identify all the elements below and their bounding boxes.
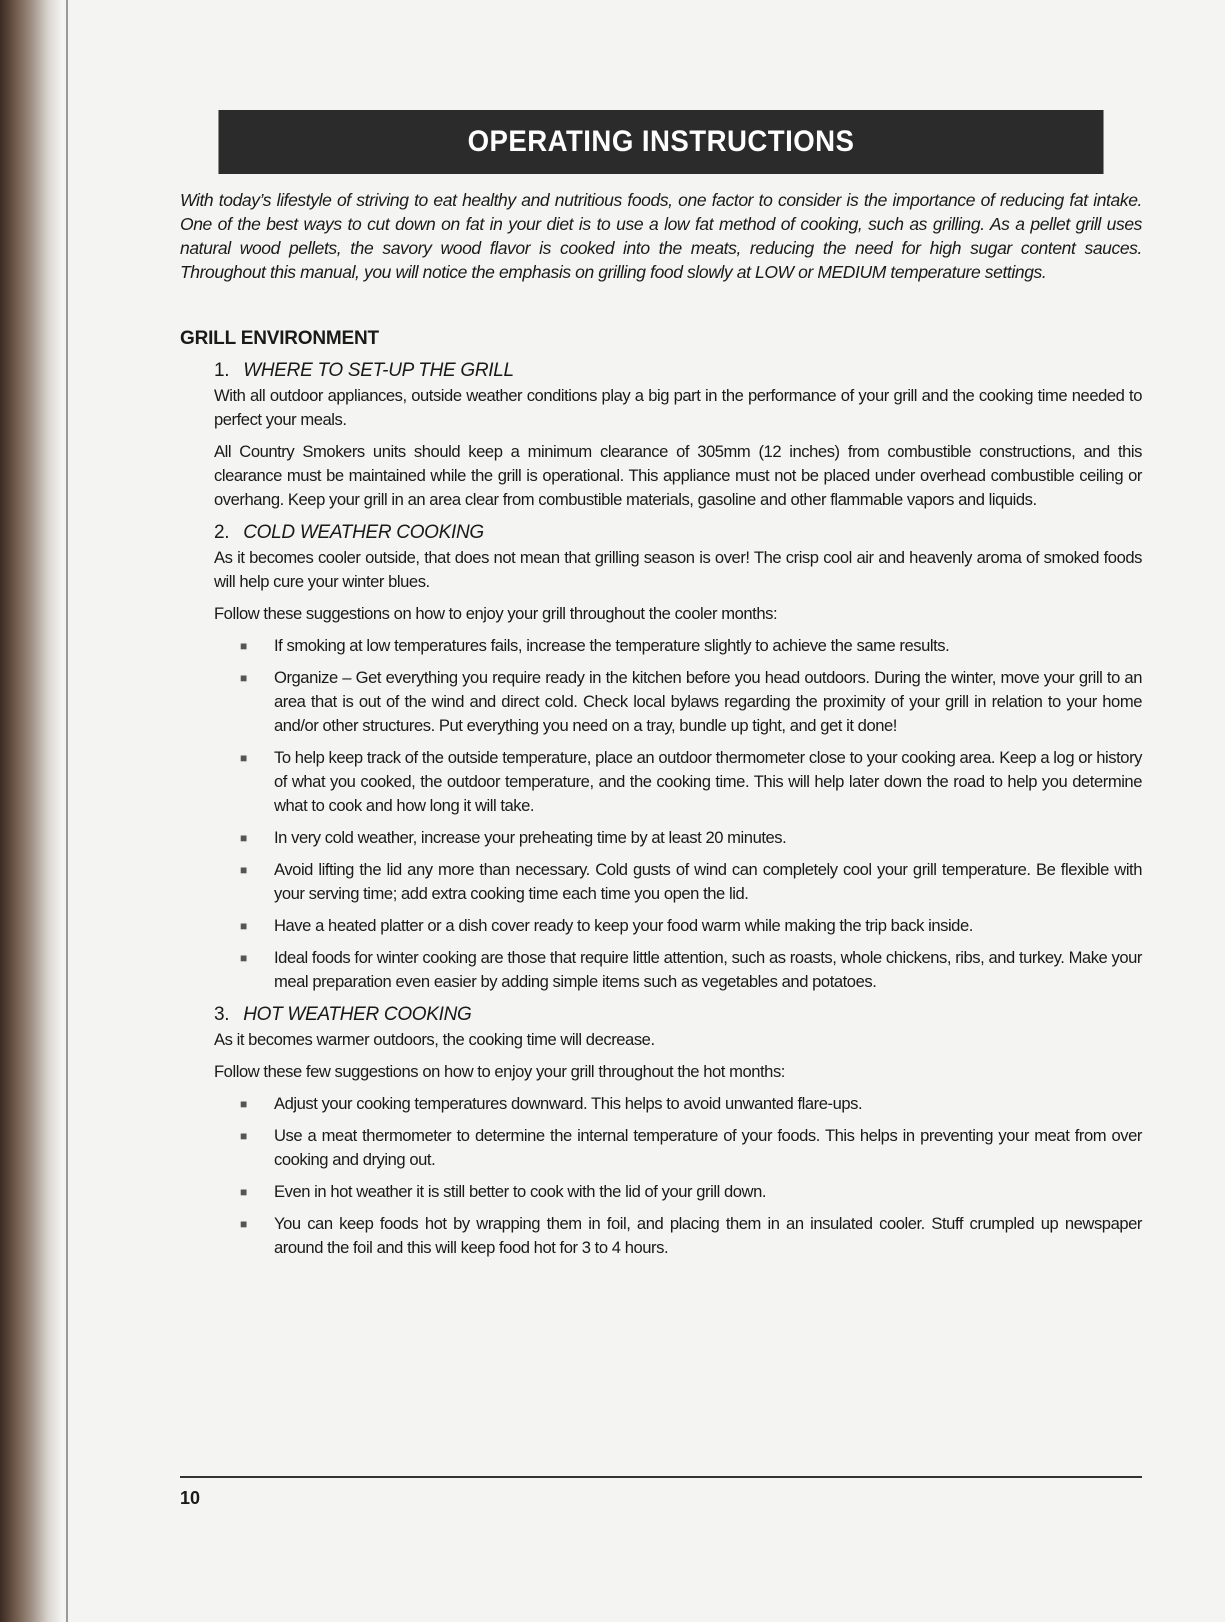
subsection-hot-weather xyxy=(214,1004,1142,1260)
subsection-heading xyxy=(214,1004,1142,1026)
page-number: 10 xyxy=(180,1488,201,1508)
bullet-icon: ■ xyxy=(240,671,247,685)
bullet-icon: ■ xyxy=(240,951,247,965)
bullet-icon: ■ xyxy=(240,919,247,933)
paragraph: As it becomes warmer outdoors, the cooking time will decrease. xyxy=(214,1030,655,1049)
list-item: ■ If smoking at low temperatures fails, increase the temperature slightly to achieve the same results. xyxy=(274,634,1142,658)
bullet-icon: ■ xyxy=(240,863,247,877)
subsection-number: 1. xyxy=(214,360,230,381)
list-item: ■ You can keep foods hot by wrapping them in foil, and placing them in an insulated cooler. Stuff crumpled up newspaper around the foil and this will keep food hot for 3 to 4 hours. xyxy=(240,1214,1142,1257)
paragraph: Follow these suggestions on how to enjoy your grill throughout the cooler months: xyxy=(214,604,778,623)
paragraph: All Country Smokers units should keep a minimum clearance of 305mm (12 inches) from combustible constructions, and this clearance must be maintained while the grill is operational. This appliance must not be placed under overhead combustible ceiling or overhang. Keep your grill in an area clear from combustible materials, gasoline and other flammable vapors and liquids. xyxy=(214,442,1142,509)
bullet-icon: ■ xyxy=(240,831,247,845)
section-heading-grill-environment: GRILL ENVIRONMENT xyxy=(180,328,379,349)
subsection-setup xyxy=(214,360,1142,512)
subsection-number: 2. xyxy=(214,522,230,543)
footer-divider xyxy=(180,1476,1142,1478)
scan-binding-edge xyxy=(0,0,62,1622)
bullet-icon: ■ xyxy=(240,751,247,765)
bullet-icon: ■ xyxy=(240,1129,247,1143)
binding-line xyxy=(66,0,68,1622)
subsection-number: 3. xyxy=(214,1004,230,1025)
paragraph: As it becomes cooler outside, that does not mean that grilling season is over! The crisp cool air and heavenly aroma of smoked foods will help cure your winter blues. xyxy=(214,548,1142,591)
subsection-heading xyxy=(214,360,1142,382)
list-item: ■ Even in hot weather it is still better to cook with the lid of your grill down. xyxy=(274,1180,1142,1204)
page-content xyxy=(180,110,1142,1268)
list-item: ■ Ideal foods for winter cooking are those that require little attention, such as roasts, whole chickens, ribs, and turkey. Make your meal preparation even easier by adding simple items such as vegetables and potatoes. xyxy=(240,948,1142,991)
list-item: ■ Organize – Get everything you require ready in the kitchen before you head outdoors. During the winter, move your grill to an area that is out of the wind and direct cold. Check local bylaws regarding the proximity of your grill in relation to your home and/or other structures. Put everything you need on a tray, bundle up tight, and get it done! xyxy=(240,668,1142,735)
subsection-title: HOT WEATHER COOKING xyxy=(243,1004,472,1025)
subsection-cold-weather xyxy=(214,522,1142,994)
subsection-title: WHERE TO SET-UP THE GRILL xyxy=(243,360,514,381)
paragraph: With all outdoor appliances, outside weather conditions play a big part in the performance of your grill and the cooking time needed to perfect your meals. xyxy=(214,386,1142,429)
list-item: ■ Adjust your cooking temperatures downward. This helps to avoid unwanted flare-ups. xyxy=(274,1092,1142,1116)
list-item: ■ Have a heated platter or a dish cover ready to keep your food warm while making the trip back inside. xyxy=(274,914,1142,938)
page-title: OPERATING INSTRUCTIONS xyxy=(218,110,1103,174)
list-item: ■ Use a meat thermometer to determine the internal temperature of your foods. This helps in preventing your meat from over cooking and drying out. xyxy=(240,1126,1142,1169)
subsection-heading xyxy=(214,522,1142,544)
paragraph: Follow these few suggestions on how to enjoy your grill throughout the hot months: xyxy=(214,1062,785,1081)
list-item: ■ Avoid lifting the lid any more than necessary. Cold gusts of wind can completely cool your grill temperature. Be flexible with your serving time; add extra cooking time each time you open the lid. xyxy=(240,860,1142,903)
subsection-title: COLD WEATHER COOKING xyxy=(243,522,484,543)
bullet-icon: ■ xyxy=(240,1185,247,1199)
intro-paragraph: With today’s lifestyle of striving to eat healthy and nutritious foods, one factor to consider is the importance of reducing fat intake. One of the best ways to cut down on fat in your diet is to use a low fat method of cooking, such as grilling. As a pellet grill uses natural wood pellets, the savory wood flavor is cooked into the meats, reducing the need for high sugar content sauces. Throughout this manual, you will notice the emphasis on grilling food slowly at LOW or MEDIUM temperature settings. xyxy=(180,190,1142,282)
cold-weather-tips-list xyxy=(214,634,1142,994)
bullet-icon: ■ xyxy=(240,1097,247,1111)
hot-weather-tips-list xyxy=(214,1092,1142,1260)
bullet-icon: ■ xyxy=(240,639,247,653)
list-item: ■ In very cold weather, increase your preheating time by at least 20 minutes. xyxy=(274,826,1142,850)
list-item: ■ To help keep track of the outside temperature, place an outdoor thermometer close to your cooking area. Keep a log or history of what you cooked, the outdoor temperature, and the cooking time. This will help later down the road to help you determine what to cook and how long it will take. xyxy=(240,748,1142,815)
bullet-icon: ■ xyxy=(240,1217,247,1231)
